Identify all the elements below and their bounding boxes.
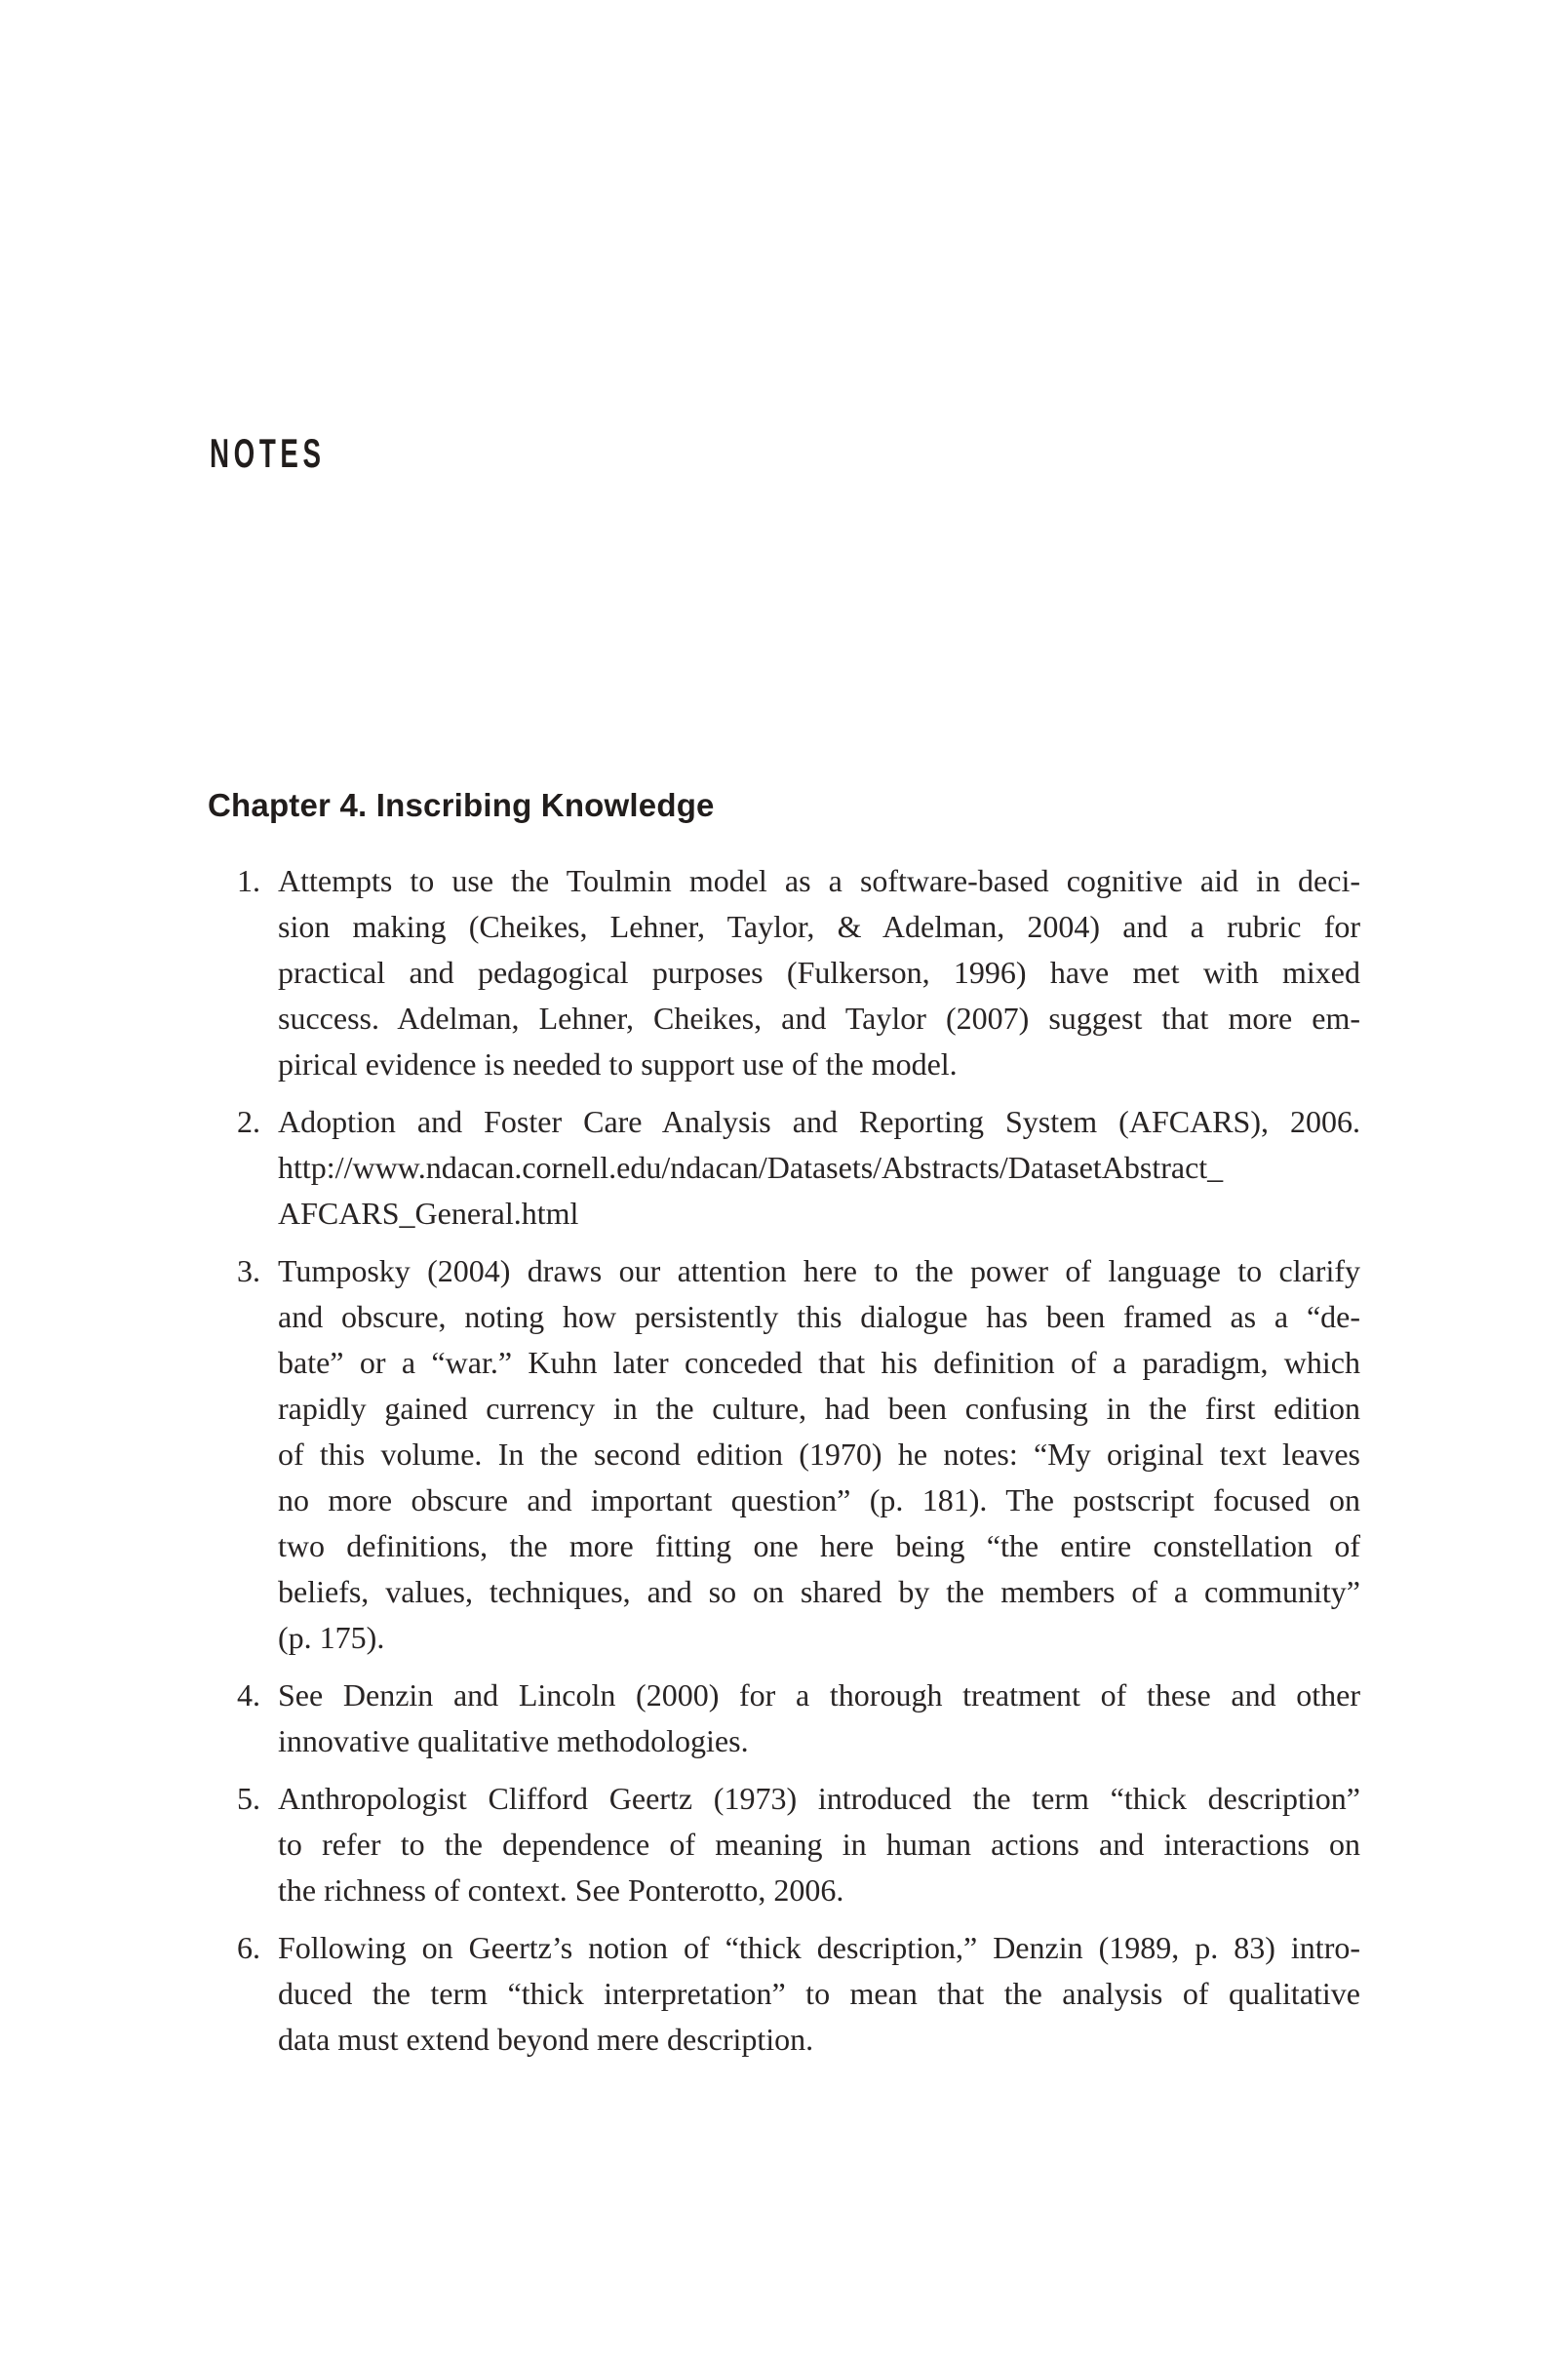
note-line: See Denzin and Lincoln (2000) for a thorough treatment of these and other xyxy=(278,1677,1360,1713)
note-item xyxy=(210,1673,1360,1764)
note-line: Anthropologist Clifford Geertz (1973) introduced the term “thick description” xyxy=(278,1781,1360,1816)
notes-list xyxy=(210,858,1360,2074)
note-number: 1. xyxy=(237,863,260,898)
note-line: Adoption and Foster Care Analysis and Reporting System (AFCARS), 2006. xyxy=(278,1104,1360,1139)
note-item xyxy=(210,1776,1360,1913)
note-number: 4. xyxy=(237,1677,260,1713)
note-line: Tumposky (2004) draws our attention here to the power of language to clarify xyxy=(278,1253,1360,1288)
note-line: no more obscure and important question” (p. 181). The postscript focused on xyxy=(278,1482,1360,1517)
note-number: 5. xyxy=(237,1781,260,1816)
note-line: duced the term “thick interpretation” to mean that the analysis of qualitative xyxy=(278,1976,1360,2011)
note-item xyxy=(210,1099,1360,1237)
chapter-heading: Chapter 4. Inscribing Knowledge xyxy=(208,787,715,823)
note-number: 6. xyxy=(237,1930,260,1965)
note-line: data must extend beyond mere description. xyxy=(278,2022,814,2057)
note-line: beliefs, values, techniques, and so on shared by the members of a community” xyxy=(278,1574,1360,1609)
note-line: (p. 175). xyxy=(278,1620,385,1655)
note-line: pirical evidence is needed to support use of the model. xyxy=(278,1046,958,1082)
note-line: Attempts to use the Toulmin model as a software-based cognitive aid in deci- xyxy=(278,863,1360,898)
note-line: sion making (Cheikes, Lehner, Taylor, & Adelman, 2004) and a rubric for xyxy=(278,909,1360,944)
note-line: bate” or a “war.” Kuhn later conceded that his definition of a paradigm, which xyxy=(278,1345,1360,1380)
note-line: to refer to the dependence of meaning in human actions and interactions on xyxy=(278,1827,1360,1862)
note-line: http://www.ndacan.cornell.edu/ndacan/Datasets/Abstracts/DatasetAbstract_ xyxy=(278,1150,1224,1185)
note-text xyxy=(278,1925,1360,2063)
note-text xyxy=(278,1776,1360,1913)
note-text xyxy=(278,858,1360,1087)
note-text xyxy=(278,1099,1360,1237)
note-line: Following on Geertz’s notion of “thick description,” Denzin (1989, p. 83) intro- xyxy=(278,1930,1360,1965)
note-line: and obscure, noting how persistently this dialogue has been framed as a “de- xyxy=(278,1299,1360,1334)
note-line: of this volume. In the second edition (1970) he notes: “My original text leaves xyxy=(278,1437,1360,1472)
note-line: practical and pedagogical purposes (Fulkerson, 1996) have met with mixed xyxy=(278,955,1360,990)
note-number: 3. xyxy=(237,1253,260,1288)
note-line: success. Adelman, Lehner, Cheikes, and Taylor (2007) suggest that more em- xyxy=(278,1001,1360,1036)
note-item xyxy=(210,1925,1360,2063)
section-title: NOTES xyxy=(210,430,326,476)
note-line: AFCARS_General.html xyxy=(278,1196,579,1231)
note-item xyxy=(210,1248,1360,1661)
note-number: 2. xyxy=(237,1104,260,1139)
note-line: two definitions, the more fitting one here being “the entire constellation of xyxy=(278,1528,1360,1563)
note-line: innovative qualitative methodologies. xyxy=(278,1723,749,1758)
note-line: rapidly gained currency in the culture, had been confusing in the first edition xyxy=(278,1391,1360,1426)
note-item xyxy=(210,858,1360,1087)
note-text xyxy=(278,1673,1360,1764)
note-text xyxy=(278,1248,1360,1661)
note-line: the richness of context. See Ponterotto, 2006. xyxy=(278,1872,844,1908)
